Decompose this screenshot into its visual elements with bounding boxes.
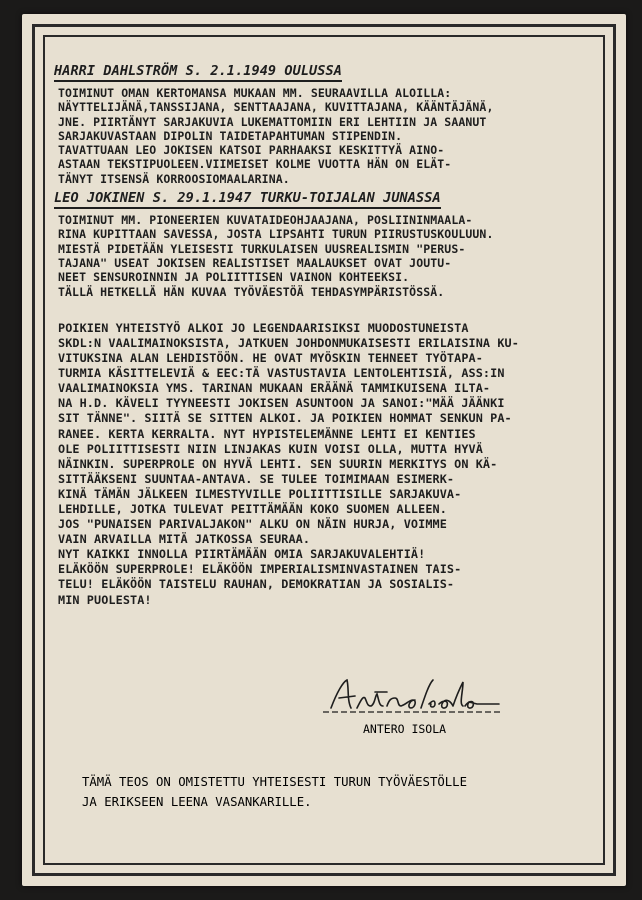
dedication-line: TÄMÄ TEOS ON OMISTETTU YHTEISESTI TURUN TYÖVÄESTÖLLE [82,775,467,789]
document-content [38,32,610,868]
text-line: TÄNYT ITSENSÄ KORROOSIOMAALARINA. [58,171,290,186]
text-line: TELU! ELÄKÖÖN TAISTELU RAUHAN, DEMOKRATIAN JA SOSIALIS- [58,577,455,592]
text-line: ELÄKÖÖN SUPERPROLE! ELÄKÖÖN IMPERIALISMINVASTAINEN TAIS- [58,562,462,577]
text-line: SITTÄÄKSENI SUUNTAA-ANTAVA. SE TULEE TOIMIMAAN ESIMERK- [58,471,455,486]
text-line: RANEE. KERTA KERRALTA. NYT HYPISTELEMÄNNE LEHTI EI KENTIES [58,426,476,441]
text-line: JNE. PIIRTÄNYT SARJAKUVIA LUKEMATTOMIIN ERI LEHTIIN JA SAANUT [58,114,487,129]
text-line: NÄYTTELIJÄNÄ,TANSSIJANA, SENTTAAJANA, KUVITTAJANA, KÄÄNTÄJÄNÄ, [58,100,494,115]
text-line: LEHDILLE, JOTKA TULEVAT PEITTÄMÄÄN KOKO SUOMEN ALLEEN. [58,501,447,516]
text-line: VITUKSINA ALAN LEHDISTÖÖN. HE OVAT MYÖSKIN TEHNEET TYÖTAPA- [58,351,483,366]
text-line: KINÄ TÄMÄN JÄLKEEN ILMESTYVILLE POLIITTISILLE SARJAKUVA- [58,486,462,501]
text-line: NEET SENSUROINNIN JA POLIITTISEN VAINON KOHTEEKSI. [58,270,410,285]
paragraph-slogans [58,547,610,607]
heading-harri-dahlstrom: HARRI DAHLSTRÖM S. 2.1.1949 OULUSSA [54,62,610,80]
text-line: NÄINKIN. SUPERPROLE ON HYVÄ LEHTI. SEN SUURIN MERKITYS ON KÄ- [58,456,498,471]
text-line: VAALIMAINOKSIA YMS. TARINAN MUKAAN ERÄÄNÄ TAMMIKUISENA ILTA- [58,381,491,396]
handwritten-signature [317,674,507,720]
text-line: RINA KUPITTAAN SAVESSA, JOSTA LIPSAHTI TURUN PIIRUSTUSKOULUUN. [58,227,494,242]
text-line: POIKIEN YHTEISTYÖ ALKOI JO LEGENDAARISIKSI MUODOSTUNEISTA [58,320,469,335]
text-line: JOS "PUNAISEN PARIVALJAKON" ALKU ON NÄIN HURJA, VOIMME [58,517,447,532]
text-line: MIN PUOLESTA! [58,592,152,607]
dedication [82,772,467,812]
paragraph-harri [58,86,610,186]
heading-leo-jokinen: LEO JOKINEN S. 29.1.1947 TURKU-TOIJALAN JUNASSA [54,189,610,207]
text-line: TAJANA" USEAT JOKISEN REALISTISET MAALAUKSET OVAT JOUTU- [58,255,452,270]
text-line: VAIN ARVAILLA MITÄ JATKOSSA SEURAA. [58,532,311,547]
signature-name: ANTERO ISOLA [363,722,447,736]
dedication-line: JA ERIKSEEN LEENA VASANKARILLE. [82,795,312,809]
text-line: MIESTÄ PIDETÄÄN YLEISESTI TURKULAISEN UUSREALISMIN "PERUS- [58,241,466,256]
text-line: TAVATTUAAN LEO JOKISEN KATSOI PARHAAKSI KESKITTYÄ AINO- [58,143,445,158]
paragraph-collaboration [58,321,610,547]
text-line: TÄLLÄ HETKELLÄ HÄN KUVAA TYÖVÄESTÖÄ TEHDASYMPÄRISTÖSSÄ. [58,284,445,299]
text-line: NYT KAIKKI INNOLLA PIIRTÄMÄÄN OMIA SARJAKUVALEHTIÄ! [58,547,426,562]
text-line: TURMIA KÄSITTELEVIÄ & EEC:TÄ VASTUSTAVIA LENTOLEHTISIÄ, ASS:IN [58,366,505,381]
text-line: ASTAAN TEKSTIPUOLEEN.VIIMEISET KOLME VUOTTA HÄN ON ELÄT- [58,157,452,172]
document-sheet [22,14,626,886]
paragraph-leo [58,213,610,299]
text-line: OLE POLIITTISESTI NIIN LINJAKAS KUIN VOISI OLLA, MUTTA HYVÄ [58,441,483,456]
text-line: SIT TÄNNE". SIITÄ SE SITTEN ALKOI. JA POIKIEN HOMMAT SENKUN PA- [58,411,512,426]
text-line: SKDL:N VAALIMAINOKSISTA, JATKUEN JOHDONMUKAISESTI ERILAISINA KU- [58,335,519,350]
text-line: SARJAKUVASTAAN DIPOLIN TAIDETAPAHTUMAN STIPENDIN. [58,128,403,143]
text-line: NA H.D. KÄVELI TYYNEESTI JOKISEN ASUNTOON JA SANOI:"MÄÄ JÄÄNKI [58,396,505,411]
text-line: TOIMINUT OMAN KERTOMANSA MUKAAN MM. SEURAAVILLA ALOILLA: [58,86,452,100]
signature-block [317,674,507,734]
text-line: TOIMINUT MM. PIONEERIEN KUVATAIDEOHJAAJANA, POSLIININMAALA- [58,213,473,228]
